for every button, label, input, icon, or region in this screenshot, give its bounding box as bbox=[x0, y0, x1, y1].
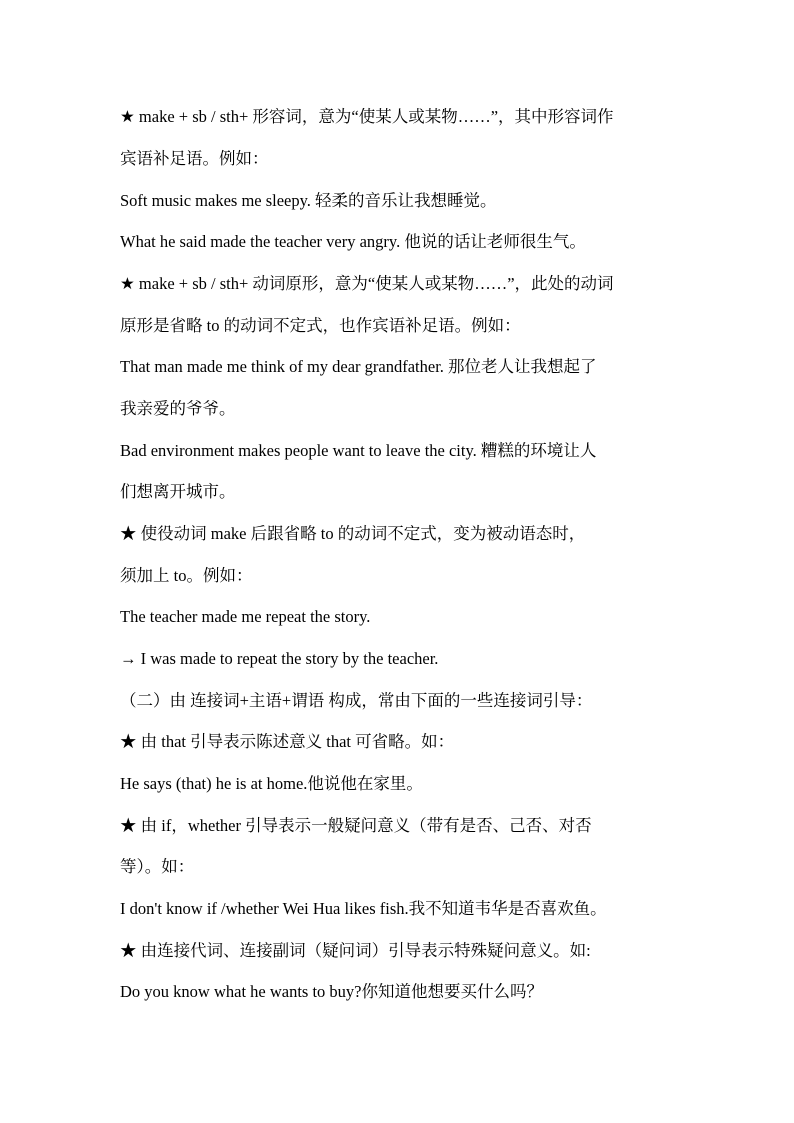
text-line: The teacher made me repeat the story. bbox=[120, 607, 371, 626]
text-line: I don't know if /whether Wei Hua likes fish.我不知道韦华是否喜欢鱼。 bbox=[120, 899, 607, 918]
text-line: ★ 由 that 引导表示陈述意义 that 可省略。如： bbox=[120, 732, 455, 751]
text-line: 等）。如： bbox=[120, 857, 195, 876]
text-line: 我亲爱的爷爷。 bbox=[120, 399, 236, 418]
text-line: Do you know what he wants to buy?你知道他想要买什么吗？ bbox=[120, 982, 544, 1001]
text-line: What he said made the teacher very angry. 他说的话让老师很生气。 bbox=[120, 232, 586, 251]
text-line: → I was made to repeat the story by the teacher. bbox=[120, 649, 439, 668]
text-line: That man made me think of my dear grandfather. 那位老人让我想起了 bbox=[120, 357, 597, 376]
text-line: Bad environment makes people want to leave the city. 糟糕的环境让人 bbox=[120, 441, 597, 460]
text-line: Soft music makes me sleepy. 轻柔的音乐让我想睡觉。 bbox=[120, 191, 497, 210]
text-line: ★ 由 if，whether 引导表示一般疑问意义（带有是否、己否、对否 bbox=[120, 816, 592, 835]
text-line: ★ 使役动词 make 后跟省略 to 的动词不定式，变为被动语态时， bbox=[120, 524, 586, 543]
text-line: 须加上 to。例如： bbox=[120, 566, 253, 585]
text-line: ★ make + sb / sth+ 形容词，意为“使某人或某物……”，其中形容词作 bbox=[120, 107, 614, 126]
text-line: ★ make + sb / sth+ 动词原形，意为“使某人或某物……”，此处的动词 bbox=[120, 274, 614, 293]
text-line: ★ 由连接代词、连接副词（疑问词）引导表示特殊疑问意义。如: bbox=[120, 941, 591, 960]
text-line: 们想离开城市。 bbox=[120, 482, 236, 501]
text-line: He says (that) he is at home.他说他在家里。 bbox=[120, 774, 423, 793]
text-line: 原形是省略 to 的动词不定式，也作宾语补足语。例如： bbox=[120, 316, 521, 335]
text-line: （二）由 连接词+主语+谓语 构成，常由下面的一些连接词引导： bbox=[120, 691, 593, 710]
text-line: 宾语补足语。例如： bbox=[120, 149, 269, 168]
